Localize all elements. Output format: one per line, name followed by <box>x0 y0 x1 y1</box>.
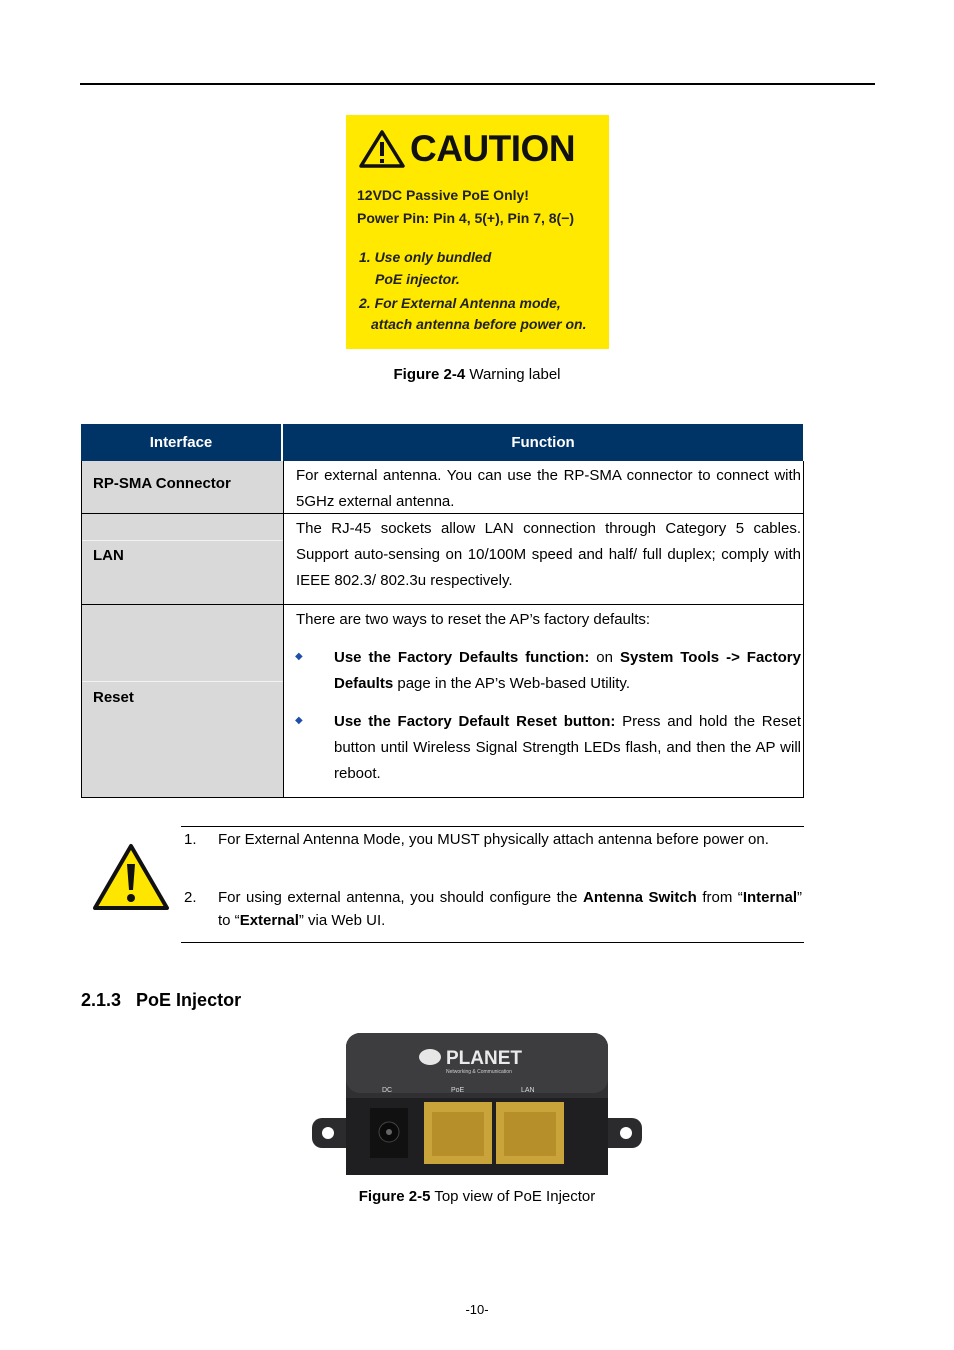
caution-line-1: 12VDC Passive PoE Only! <box>357 187 529 203</box>
diamond-bullet-icon: ◆ <box>295 715 303 726</box>
caution-item-1b: PoE injector. <box>375 271 460 287</box>
table-header-function: Function <box>283 424 803 461</box>
table-row <box>81 461 283 514</box>
reset-method-2: Use the Factory Default Reset button: Press and hold the Reset button until Wireless Signal Strength LEDs flash, and then the AP will reboot. <box>334 713 801 782</box>
note-number: 2. <box>184 889 197 906</box>
interface-table <box>81 424 804 798</box>
table-header-interface: Interface <box>81 424 281 461</box>
figure-5-label: Figure 2-5 <box>358 1188 431 1205</box>
figure-4-text: Warning label <box>465 366 561 383</box>
interface-cell: RP-SMA Connector <box>93 475 231 492</box>
section-number: 2.1.3 <box>81 990 122 1010</box>
section-heading <box>81 990 241 1011</box>
caution-item-2b: attach antenna before power on. <box>371 316 587 332</box>
header-rule <box>80 83 875 85</box>
function-cell: The RJ-45 sockets allow LAN connection through Category 5 cables. Support auto-sensing on 10/100M speed and half/ full duplex; comply with IEEE 802.3/ 802.3u respectively. <box>296 520 801 589</box>
device-tagline: Networking & Communication <box>446 1069 512 1075</box>
figure-5-caption <box>0 1188 954 1205</box>
poe-injector-image <box>312 1030 642 1176</box>
table-row <box>81 605 283 798</box>
port-label-poe: PoE <box>451 1087 465 1094</box>
port-label-lan: LAN <box>521 1087 535 1094</box>
table-row <box>283 461 804 514</box>
warning-icon <box>92 842 170 912</box>
page-number: -10- <box>465 1302 489 1317</box>
figure-4-caption <box>0 366 954 383</box>
caution-label <box>346 115 609 349</box>
caution-line-2: Power Pin: Pin 4, 5(+), Pin 7, 8(−) <box>357 210 575 226</box>
port-label-dc: DC <box>382 1087 393 1094</box>
figure-5-text: Top view of PoE Injector <box>430 1188 596 1205</box>
reset-method-1: Use the Factory Defaults function: on System Tools -> Factory Defaults page in the AP’s Web-based Utility. <box>334 649 801 692</box>
interface-cell: LAN <box>93 547 124 564</box>
caution-item-2a: 2. For External Antenna mode, <box>359 295 561 311</box>
section-title: PoE Injector <box>136 990 242 1010</box>
table-row <box>283 514 804 605</box>
note-number: 1. <box>184 831 197 848</box>
table-row <box>283 605 804 798</box>
caution-title: CAUTION <box>410 128 576 169</box>
function-cell: For external antenna. You can use the RP-SMA connector to connect with 5GHz external antenna. <box>296 467 801 510</box>
reset-intro: There are two ways to reset the AP’s factory defaults: <box>296 611 651 628</box>
note-text-1: For External Antenna Mode, you MUST physically attach antenna before power on. <box>218 831 769 848</box>
diamond-bullet-icon: ◆ <box>295 651 303 662</box>
note-bottom-rule <box>181 942 804 943</box>
interface-cell: Reset <box>93 689 134 706</box>
figure-4-label: Figure 2-4 <box>393 366 466 383</box>
note-text-2: For using external antenna, you should configure the Antenna Switch from “Internal” to “External” via Web UI. <box>218 889 802 929</box>
note-top-rule <box>181 826 804 827</box>
table-row <box>81 514 283 605</box>
device-brand: PLANET <box>446 1048 522 1069</box>
caution-item-1a: 1. Use only bundled <box>359 249 492 265</box>
warning-triangle-icon <box>358 129 406 169</box>
